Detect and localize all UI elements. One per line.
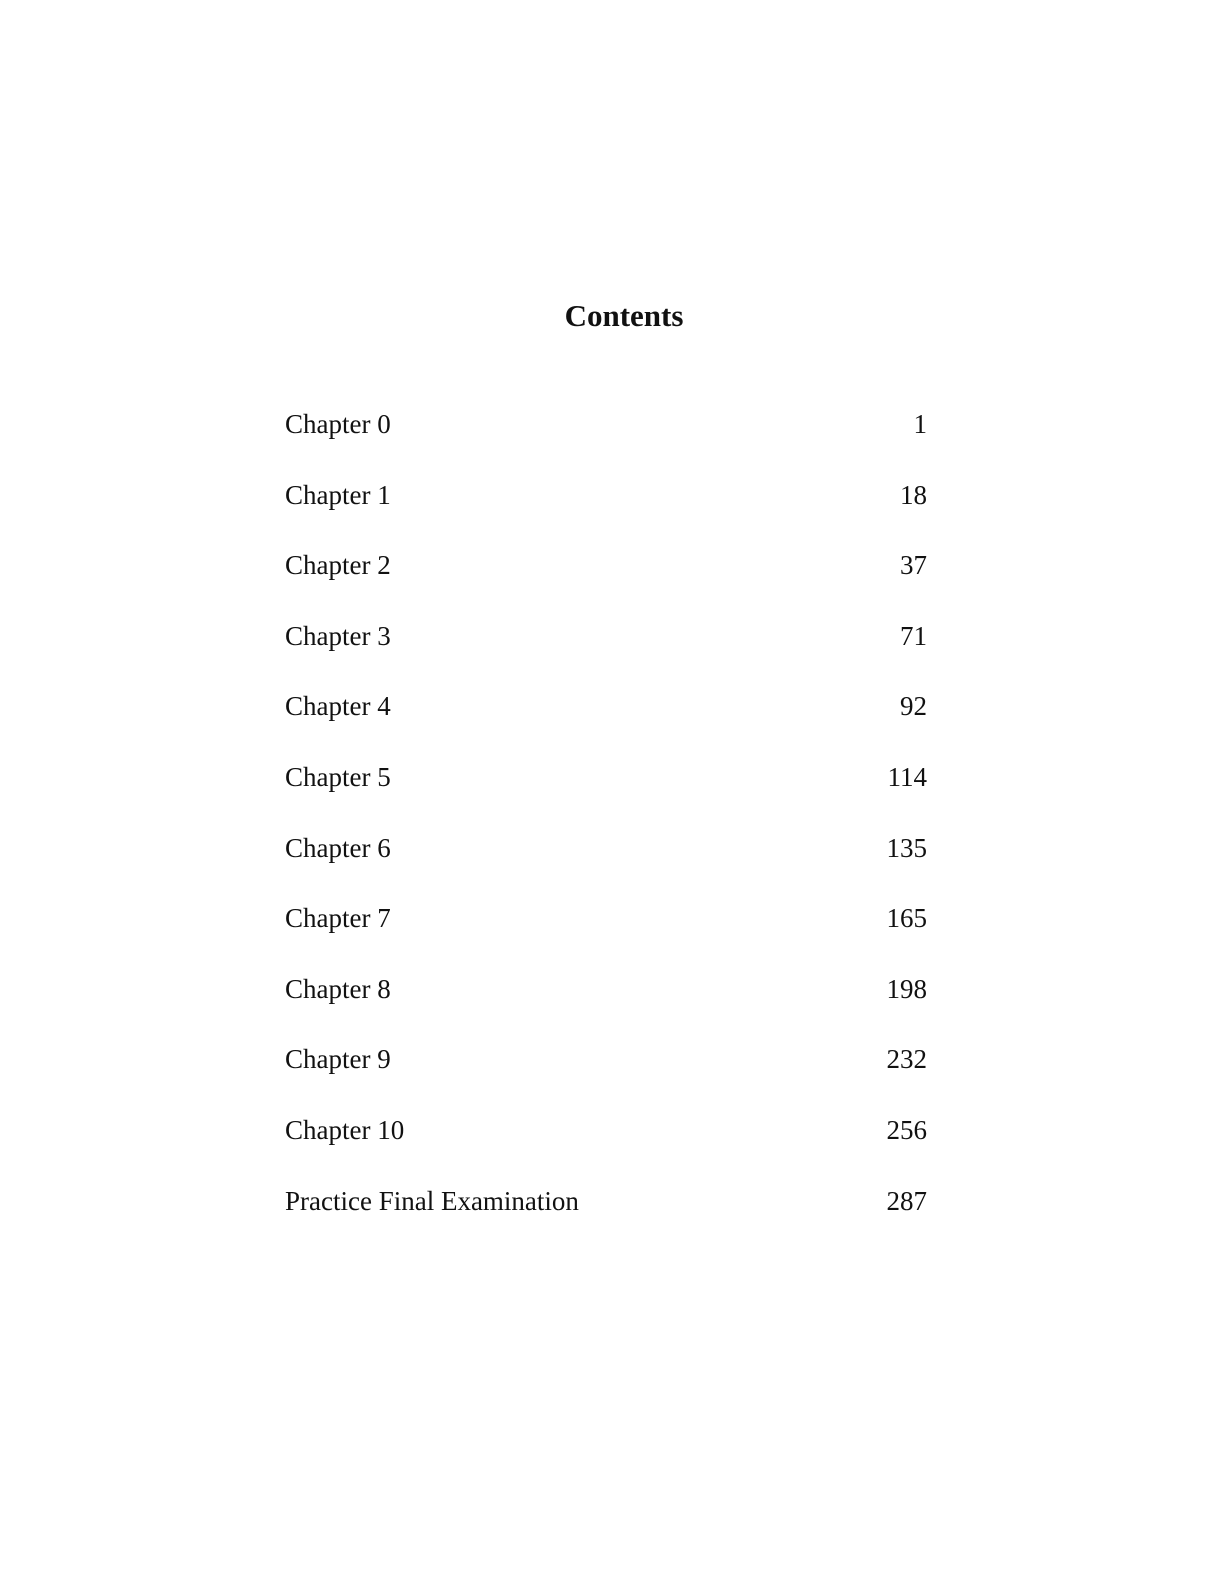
toc-entry — [285, 404, 927, 475]
toc-entry-label: Chapter 8 — [285, 973, 391, 1004]
toc-entry — [285, 686, 927, 757]
toc-entry-label: Chapter 0 — [285, 409, 391, 439]
toc-entry — [285, 828, 927, 899]
toc-entry-page: 198 — [886, 973, 927, 1004]
toc-entry — [285, 1039, 927, 1110]
toc-entry-label: Chapter 3 — [285, 620, 391, 651]
toc-entry-label: Chapter 2 — [285, 550, 391, 581]
toc-entry-label: Chapter 4 — [285, 691, 391, 722]
toc-entry-page: 1 — [913, 409, 927, 439]
toc-entry-page: 37 — [900, 550, 927, 581]
toc-entry-page: 287 — [886, 1185, 927, 1216]
toc-entry-page: 135 — [886, 832, 927, 863]
toc-entry-page: 114 — [887, 761, 927, 792]
toc-entry-label: Chapter 7 — [285, 903, 391, 934]
table-of-contents — [285, 404, 927, 1251]
toc-entry-label: Chapter 5 — [285, 761, 391, 792]
toc-entry-page: 165 — [886, 903, 927, 934]
toc-entry — [285, 545, 927, 616]
toc-entry-label: Chapter 6 — [285, 832, 391, 863]
toc-entry-label: Chapter 1 — [285, 479, 391, 510]
page-title: Contents — [564, 298, 684, 333]
toc-entry-page: 256 — [886, 1114, 927, 1145]
toc-entry-label: Chapter 10 — [285, 1114, 405, 1145]
toc-entry-page: 92 — [900, 691, 927, 722]
toc-entry — [285, 616, 927, 687]
toc-entry — [285, 1181, 927, 1252]
toc-entry-label: Chapter 9 — [285, 1044, 391, 1075]
toc-entry — [285, 898, 927, 969]
toc-entry — [285, 1110, 927, 1181]
toc-entry-label: Practice Final Examination — [285, 1185, 579, 1216]
toc-entry — [285, 757, 927, 828]
toc-entry — [285, 969, 927, 1040]
toc-entry-page: 232 — [886, 1044, 927, 1075]
toc-entry-page: 71 — [900, 620, 927, 651]
toc-entry — [285, 475, 927, 546]
toc-entry-page: 18 — [900, 479, 927, 510]
